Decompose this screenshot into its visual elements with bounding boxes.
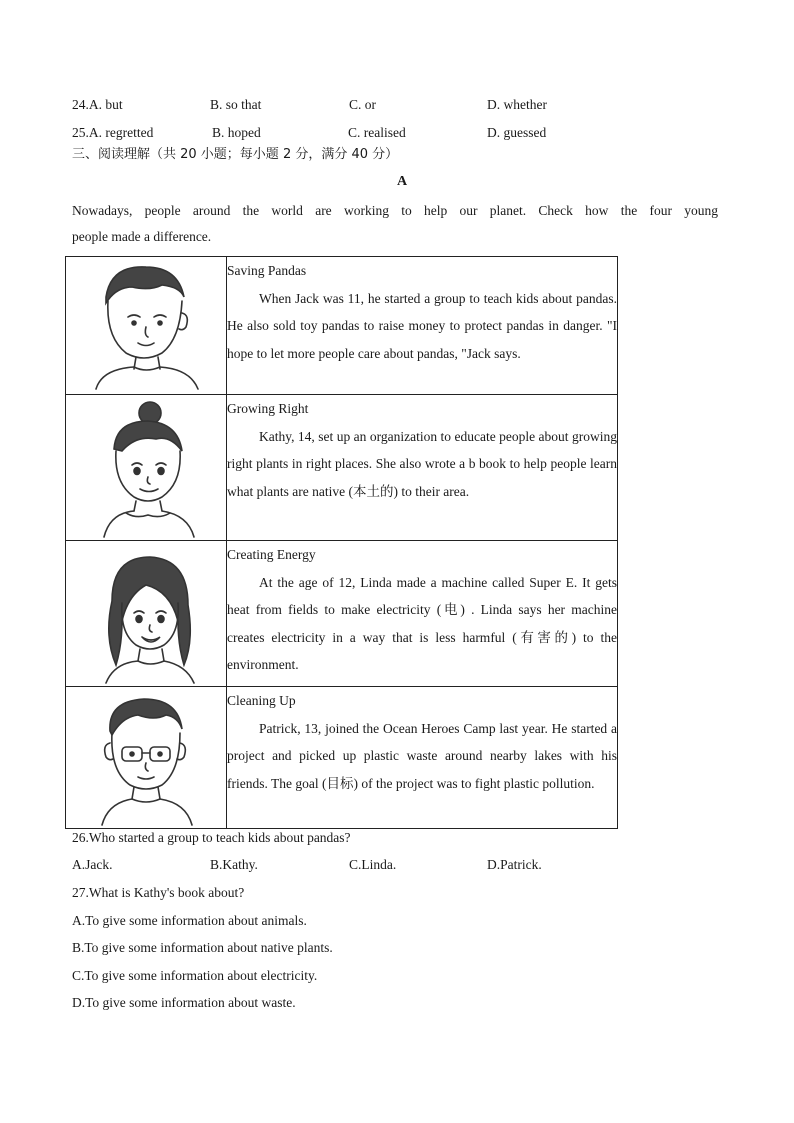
q25-option-b: B. hoped: [212, 125, 261, 140]
story-title: Cleaning Up: [227, 693, 296, 708]
intro-line-2: people made a difference.: [72, 229, 212, 244]
story-picture-cell: [66, 541, 227, 687]
intro-line-1: Nowadays, people around the world are working to help our planet. Check how the four young: [72, 203, 718, 218]
story-row: [66, 687, 618, 829]
q27-option-d: D.To give some information about waste.: [72, 995, 296, 1010]
q25-option-c: C. realised: [348, 125, 406, 140]
story-text-cell: [227, 541, 618, 687]
story-title: Creating Energy: [227, 547, 316, 562]
story-picture-cell: [66, 257, 227, 395]
story-row: [66, 395, 618, 541]
q25-option-a: 25.A. regretted: [72, 125, 154, 140]
q25-option-d: D. guessed: [487, 125, 547, 140]
q27-option-c: C.To give some information about electricity.: [72, 968, 318, 983]
story-picture-cell: [66, 395, 227, 541]
boy-glasses-portrait-icon: [66, 687, 226, 827]
story-body: Patrick, 13, joined the Ocean Heroes Camp last year. He started a project and picked up plastic waste around nearby lakes with his friends. The goal (目标) of the project was to fight plastic pollution.: [227, 720, 617, 791]
story-title: Saving Pandas: [227, 263, 307, 278]
girl-bun-portrait-icon: [66, 395, 226, 539]
q24-option-c: C. or: [349, 97, 376, 112]
story-row: [66, 541, 618, 687]
story-title: Growing Right: [227, 401, 309, 416]
q24-option-b: B. so that: [210, 97, 262, 112]
story-text-cell: [227, 687, 618, 829]
q26-question: 26.Who started a group to teach kids about pandas?: [72, 830, 351, 845]
q24-option-a: 24.A. but: [72, 97, 123, 112]
story-row: [66, 257, 618, 395]
story-body: At the age of 12, Linda made a machine called Super E. It gets heat from fields to make electricity (电) . Linda says her machine creates electricity in a way that is less harmful (有害的) to the environment.: [227, 574, 617, 672]
section-heading: 三、阅读理解（共 20 小题；每小题 2 分，满分 40 分）: [72, 147, 399, 162]
q26-option-d: D.Patrick.: [487, 857, 542, 872]
boy-portrait-icon: [66, 257, 226, 393]
q26-option-c: C.Linda.: [349, 857, 397, 872]
q27-question: 27.What is Kathy's book about?: [72, 885, 245, 900]
story-text-cell: [227, 395, 618, 541]
story-text-cell: [227, 257, 618, 395]
stories-table: [65, 256, 618, 829]
story-picture-cell: [66, 687, 227, 829]
q26-option-b: B.Kathy.: [210, 857, 258, 872]
q27-option-b: B.To give some information about native plants.: [72, 940, 333, 955]
q27-option-a: A.To give some information about animals.: [72, 913, 307, 928]
q26-option-a: A.Jack.: [72, 857, 113, 872]
q24-option-d: D. whether: [487, 97, 547, 112]
girl-longhair-portrait-icon: [66, 541, 226, 685]
story-body: Kathy, 14, set up an organization to educate people about growing right plants in right places. She also wrote a b book to help people learn what plants are native (本土的) to their area.: [227, 428, 617, 499]
passage-label: A: [397, 174, 408, 189]
story-body: When Jack was 11, he started a group to teach kids about pandas. He also sold toy pandas to raise money to protect pandas in danger. "I hope to let more people care about pandas, "Jack says.: [227, 290, 617, 361]
